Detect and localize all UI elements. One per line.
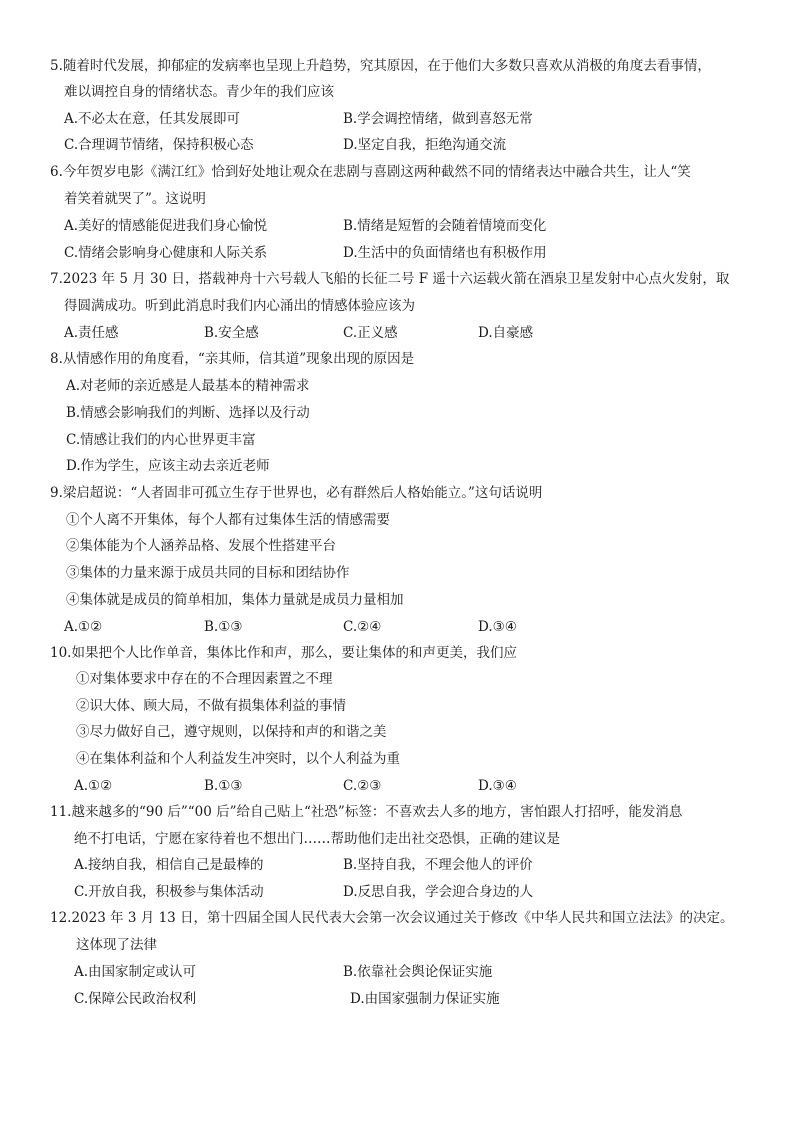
question-8-option-c: C.情感让我们的内心世界更丰富 [66, 432, 256, 448]
question-10-option-b: B.①③ [204, 778, 243, 794]
question-10-option-a: A.①② [74, 778, 113, 794]
question-11-stem-line-2: 绝不打电话，宁愿在家待着也不想出门……帮助他们走出社交恐惧，正确的建议是 [74, 831, 560, 847]
question-5-option-b: B.学会调控情绪，做到喜怒无常 [343, 111, 533, 127]
question-11-option-b: B.坚持自我，不理会他人的评价 [343, 857, 533, 873]
question-12-option-b: B.依靠社会舆论保证实施 [343, 964, 493, 980]
question-12-option-a: A.由国家制定或认可 [74, 964, 197, 980]
question-5-option-a: A.不必太在意，任其发展即可 [64, 111, 241, 127]
question-10-item-4: ④在集体利益和个人利益发生冲突时，以个人利益为重 [76, 751, 400, 767]
question-9-option-d: D.③④ [478, 619, 517, 635]
question-12-option-d: D.由国家强制力保证实施 [350, 991, 500, 1007]
question-10-item-1: ①对集体要求中存在的不合理因素置之不理 [76, 671, 333, 687]
question-12-stem-line-1: 12.2023 年 3 月 13 日，第十四届全国人民代表大会第一次会议通过关于修改《中华人民共和国立法法》的决定。 [50, 910, 734, 926]
question-7-stem-line-2: 得圆满成功。听到此消息时我们内心涌出的情感体验应该为 [64, 298, 415, 314]
question-12-option-c: C.保障公民政治权利 [74, 991, 197, 1007]
question-6-stem-line-1: 6.今年贺岁电影《满江红》恰到好处地让观众在悲剧与喜剧这两种截然不同的情绪表达中融合共生，让人“笑 [50, 164, 691, 180]
question-9-option-a: A.①② [64, 619, 103, 635]
question-10-item-2: ②识大体、顾大局，不做有损集体利益的事情 [76, 698, 346, 714]
question-10-option-d: D.③④ [478, 778, 517, 794]
question-8-stem: 8.从情感作用的角度看，“亲其师，信其道”现象出现的原因是 [50, 351, 415, 367]
question-5-stem-line-2: 难以调控自身的情绪状态。青少年的我们应该 [64, 84, 334, 100]
question-8-option-b: B.情感会影响我们的判断、选择以及行动 [66, 405, 310, 421]
question-6-option-c: C.情绪会影响身心健康和人际关系 [64, 245, 268, 261]
question-7-option-d: D.自豪感 [478, 325, 534, 341]
question-9-item-2: ②集体能为个人涵养品格、发展个性搭建平台 [66, 538, 336, 554]
question-10-item-3: ③尽力做好自己，遵守规则，以保持和声的和谐之美 [76, 724, 387, 740]
question-5-option-c: C.合理调节情绪，保持积极心态 [64, 137, 254, 153]
question-11-stem-line-1: 11.越来越多的“90 后”“00 后”给自己贴上“社恐”标签：不喜欢去人多的地方，害怕跟人打招呼，能发消息 [50, 804, 683, 820]
question-7-option-b: B.安全感 [204, 325, 259, 341]
question-6-option-a: A.美好的情感能促进我们身心愉悦 [64, 218, 268, 234]
question-9-option-c: C.②④ [343, 619, 382, 635]
question-11-option-d: D.反思自我，学会迎合身边的人 [343, 884, 534, 900]
question-7-stem-line-1: 7.2023 年 5 月 30 日，搭载神舟十六号载人飞船的长征二号 F 遥十六运载火箭在酒泉卫星发射中心点火发射，取 [50, 271, 730, 287]
question-8-option-d: D.作为学生，应该主动去亲近老师 [66, 458, 270, 474]
question-5-option-d: D.坚定自我，拒绝沟通交流 [343, 137, 507, 153]
question-6-option-b: B.情绪是短暂的会随着情境而变化 [343, 218, 547, 234]
question-9-item-4: ④集体就是成员的简单相加，集体力量就是成员力量相加 [66, 592, 404, 608]
question-5-stem-line-1: 5.随着时代发展，抑郁症的发病率也呈现上升趋势，究其原因，在于他们大多数只喜欢从消极的角度去看事情， [50, 58, 711, 74]
question-9-item-1: ①个人离不开集体，每个人都有过集体生活的情感需要 [66, 512, 390, 528]
question-11-option-a: A.接纳自我，相信自己是最棒的 [74, 857, 264, 873]
question-6-stem-line-2: 着笑着就哭了”。这说明 [64, 191, 206, 207]
question-10-stem: 10.如果把个人比作单音，集体比作和声，那么，要让集体的和声更美，我们应 [50, 645, 517, 661]
question-10-option-c: C.②③ [343, 778, 382, 794]
question-12-stem-line-2: 这体现了法律 [76, 937, 157, 953]
question-11-option-c: C.开放自我，积极参与集体活动 [74, 884, 264, 900]
question-8-option-a: A.对老师的亲近感是人最基本的精神需求 [66, 378, 310, 394]
question-9-stem: 9.梁启超说：“人者固非可孤立生存于世界也，必有群然后人格始能立。”这句话说明 [50, 485, 543, 501]
question-9-option-b: B.①③ [204, 619, 243, 635]
question-6-option-d: D.生活中的负面情绪也有积极作用 [343, 245, 547, 261]
question-7-option-c: C.正义感 [343, 325, 398, 341]
question-9-item-3: ③集体的力量来源于成员共同的目标和团结协作 [66, 565, 350, 581]
question-7-option-a: A.责任感 [64, 325, 119, 341]
